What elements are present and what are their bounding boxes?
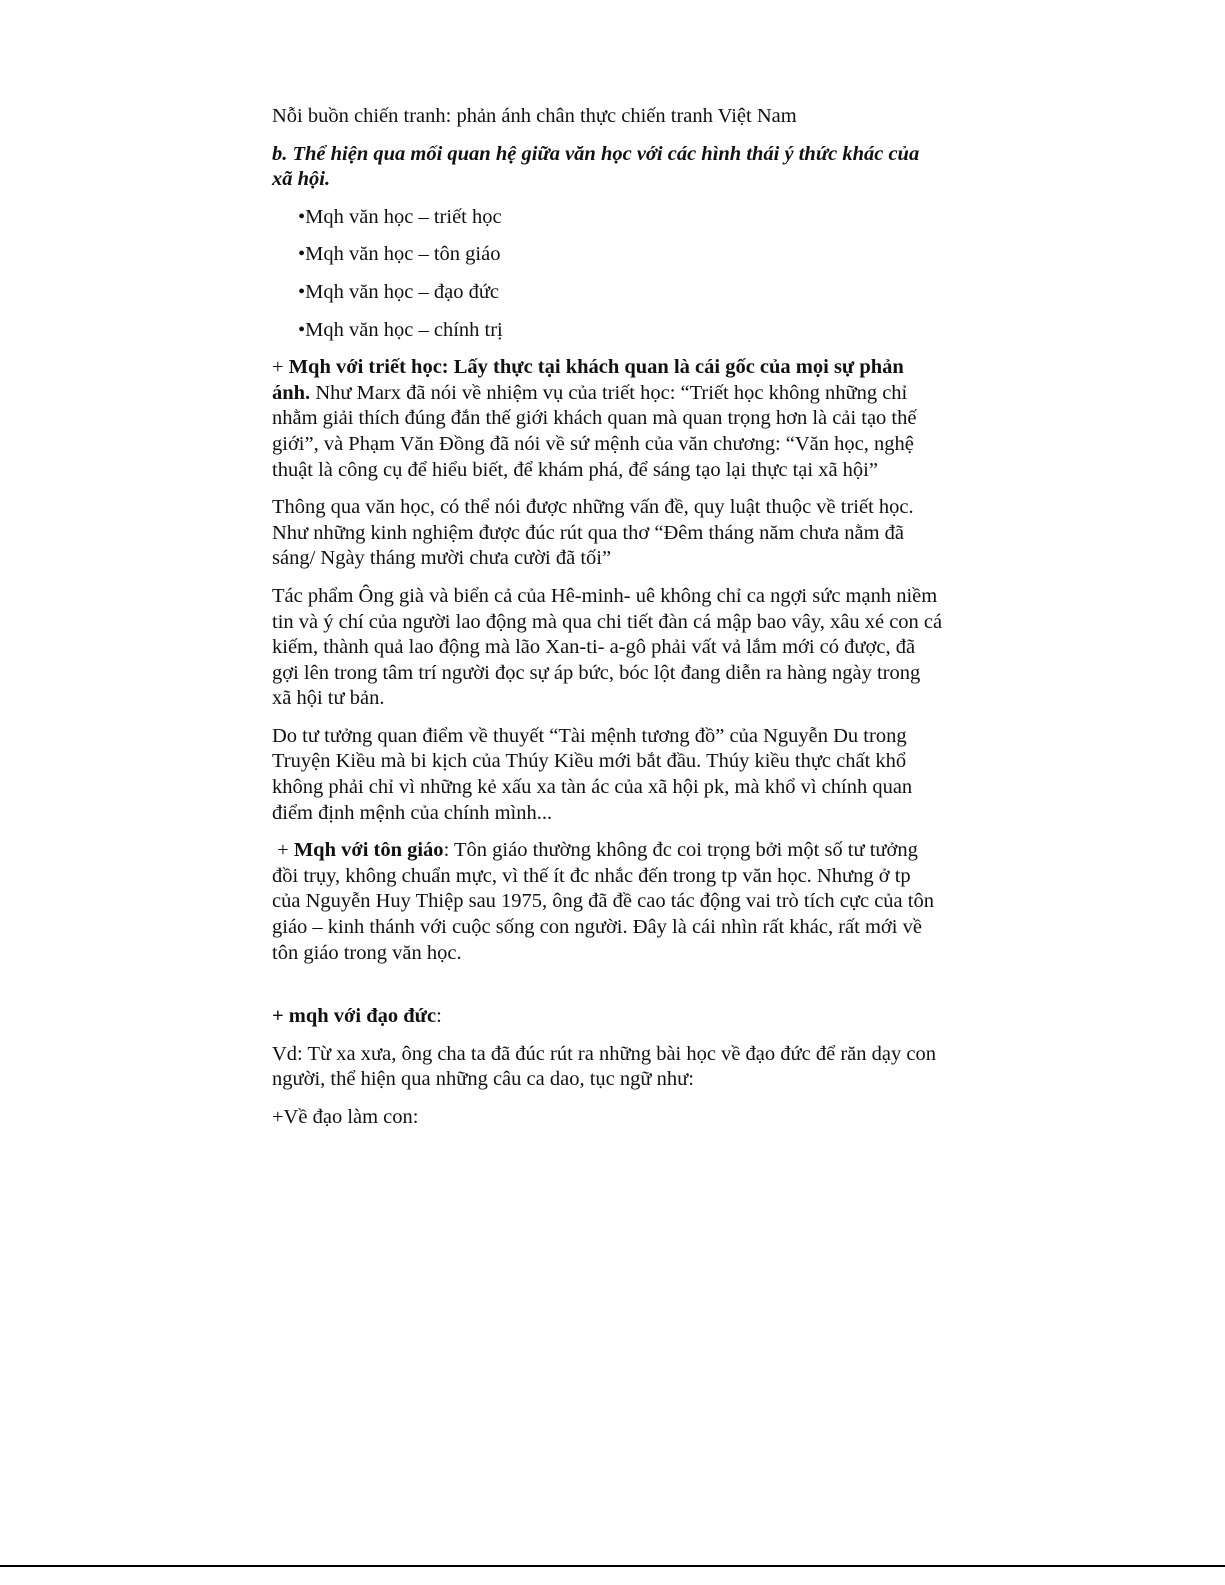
paragraph-noi-buon: Nỗi buồn chiến tranh: phản ánh chân thực chiến tranh Việt Nam	[272, 105, 797, 127]
section-heading-b: b. Thể hiện qua mối quan hệ giữa văn học với các hình thái ý thức khác của xã hội.	[272, 142, 920, 191]
paragraph-tac-pham: Tác phẩm Ông già và biển cả của Hê-minh- uê không chỉ ca ngợi sức mạnh niềm tin và ý chí của người lao động mà qua chi tiết đàn cá mập bao vây, xâu xé con cá kiếm, thành quả lao động mà lão Xan-ti- a-gô phải vất vả lắm mới có được, đã gợi lên trong tâm trí người đọc sự áp bức, bóc lột đang diễn ra hàng ngày trong xã hội tư bản.	[272, 584, 943, 710]
document-body	[272, 104, 944, 1143]
triet-hoc-body: Như Marx đã nói về nhiệm vụ của triết học: “Triết học không những chỉ nhằm giải thích đúng đắn thế giới khách quan mà quan trọng hơn là cải tạo thế giới”, và Phạm Văn Đồng đã nói về sứ mệnh của văn chương: “Văn học, nghệ thuật là công cụ để hiểu biết, để khám phá, để sáng tạo lại thực tại xã hội”	[272, 381, 917, 481]
ton-giao-prefix: +	[272, 839, 294, 862]
ton-giao-body: : Tôn giáo thường không đc coi trọng bởi một số tư tưởng đồi trụy, không chuẩn mực, vì thế ít đc nhắc đến trong tp văn học. Nhưng ở tp của Nguyễn Huy Thiệp sau 1975, ông đã đề cao tác động vai trò tích cực của tôn giáo – kinh thánh với cuộc sống con người. Đây là cái nhìn rất khác, rất mới về tôn giáo trong văn học.	[272, 839, 934, 964]
bullet-chinh-tri: •Mqh văn học – chính trị	[298, 318, 503, 341]
paragraph-do-tu-tuong: Do tư tưởng quan điểm về thuyết “Tài mệnh tương đồ” của Nguyễn Du trong Truyện Kiều mà bi kịch của Thúy Kiều mới bắt đầu. Thúy kiều thực chất khổ không phải chỉ vì những kẻ xấu xa tàn ác của xã hội pk, mà khổ vì chính quan điểm định mệnh của chính mình...	[272, 724, 913, 824]
paragraph-triet-hoc	[272, 355, 944, 483]
bullet-ton-giao: •Mqh văn học – tôn giáo	[298, 243, 501, 266]
paragraph-ve-dao-lam-con: +Về đạo làm con:	[272, 1106, 419, 1128]
blank-line	[272, 978, 944, 1004]
page-bottom-rule	[0, 1565, 1225, 1567]
triet-hoc-prefix: +	[272, 356, 289, 379]
paragraph-thong-qua: Thông qua văn học, có thể nói được những vấn đề, quy luật thuộc về triết học. Như những kinh nghiệm được đúc rút qua thơ “Đêm tháng năm chưa nằm đã sáng/ Ngày tháng mười chưa cười đã tối”	[272, 496, 914, 570]
bullet-triet-hoc: •Mqh văn học – triết học	[298, 205, 502, 228]
ton-giao-bold-lead: Mqh với tôn giáo	[293, 839, 444, 862]
dao-duc-bold-lead: + mqh với đạo đức	[272, 1005, 437, 1028]
paragraph-vd: Vd: Từ xa xưa, ông cha ta đã đúc rút ra những bài học về đạo đức để răn dạy con người, thể hiện qua những câu ca dao, tục ngữ như:	[272, 1042, 936, 1091]
triet-hoc-bold-lead: Mqh với triết học: Lấy thực tại khách quan là cái gốc của mọi sự phản ánh.	[272, 356, 904, 404]
bullet-dao-duc: •Mqh văn học – đạo đức	[298, 280, 500, 303]
paragraph-ton-giao	[272, 838, 944, 966]
dao-duc-colon: :	[436, 1005, 442, 1028]
paragraph-dao-duc	[272, 1004, 944, 1030]
